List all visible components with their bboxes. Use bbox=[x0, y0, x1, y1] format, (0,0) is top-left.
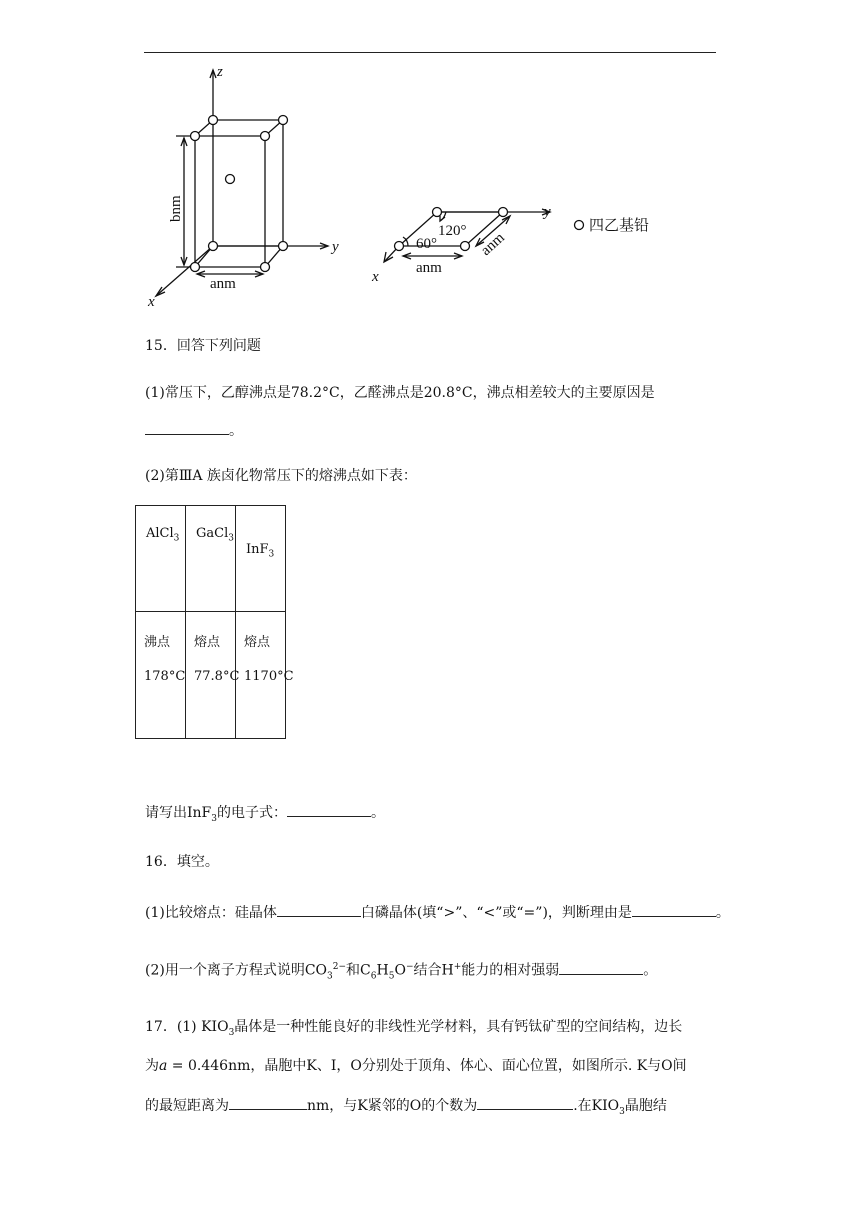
table-header-cell: AlCl$_3$ bbox=[136, 506, 186, 612]
height-label: bnm bbox=[168, 195, 184, 222]
axis-label-y: y bbox=[332, 239, 339, 255]
atom-marker bbox=[395, 242, 404, 251]
answer-blank[interactable] bbox=[277, 902, 361, 917]
table-value-cell: 熔点 77.8°C bbox=[186, 612, 236, 739]
angle-label-60: 60° bbox=[416, 236, 437, 252]
answer-blank[interactable] bbox=[477, 1095, 573, 1110]
atom-marker bbox=[499, 208, 508, 217]
answer-blank[interactable] bbox=[229, 1095, 307, 1110]
atom-marker bbox=[209, 242, 218, 251]
base-axis-label-y: y bbox=[544, 204, 551, 220]
answer-blank[interactable] bbox=[559, 960, 643, 975]
q16-part1: (1)比较熔点：硅晶体 白磷晶体(填“>”、“<”或“=”)，判断理由是 。 bbox=[145, 902, 730, 923]
answer-blank[interactable] bbox=[287, 802, 371, 817]
angle-label-120: 120° bbox=[438, 223, 467, 239]
header-rule bbox=[144, 52, 716, 53]
legend-label: 四乙基铅 bbox=[589, 216, 650, 234]
q16-title: 16．填空。 bbox=[145, 854, 219, 870]
atom-marker bbox=[191, 263, 200, 272]
atom-marker bbox=[433, 208, 442, 217]
atom-marker bbox=[261, 132, 270, 141]
q17-line2: 为a = 0.446nm，晶胞中K、I，O分别处于顶角、体心、面心位置，如图所示. K与O间 bbox=[145, 1058, 687, 1074]
base-edge-label: anm bbox=[477, 229, 508, 259]
atom-marker bbox=[279, 116, 288, 125]
q17-line1: 17．(1) $KIO_3$晶体是一种性能良好的非线性光学材料，具有钙钛矿型的空间结构，边长 bbox=[145, 1019, 683, 1038]
q15-title: 15．回答下列问题 bbox=[145, 338, 261, 354]
atom-marker bbox=[461, 242, 470, 251]
halide-properties-table bbox=[135, 505, 294, 739]
base-edge-label: anm bbox=[416, 260, 442, 276]
q15-part1 bbox=[145, 383, 655, 403]
axis-label-z: z bbox=[217, 64, 223, 80]
atom-marker bbox=[191, 132, 200, 141]
crystal-cell-figure bbox=[140, 60, 700, 315]
axis-label-x: x bbox=[148, 294, 155, 310]
atom-marker bbox=[279, 242, 288, 251]
edge-label: anm bbox=[210, 276, 236, 292]
q15-part1-answer bbox=[145, 420, 243, 441]
atom-marker bbox=[209, 116, 218, 125]
q16-part2: (2)用一个离子方程式说明$CO_3^{2-}$和$C_6H_5O^-$结合H+能力的相对强弱 。 bbox=[145, 957, 657, 986]
q15-part1-text: (1)常压下，乙醇沸点是78.2°C，乙醛沸点是20.8°C，沸点相差较大的主要原因是 bbox=[145, 385, 655, 401]
table-header-cell: GaCl$_3$ bbox=[186, 506, 236, 612]
q15-part2: (2)第ⅢA 族卤化物常压下的熔沸点如下表： bbox=[145, 468, 417, 484]
q17-line3: 的最短距离为 nm，与K紧邻的O的个数为 .在$KIO_3$晶胞结 bbox=[145, 1095, 667, 1122]
table-header-cell: InF$_3$ bbox=[236, 506, 286, 612]
answer-blank[interactable] bbox=[145, 420, 229, 435]
table-value-cell: 沸点 178°C bbox=[136, 612, 186, 739]
base-axis-label-x: x bbox=[372, 269, 379, 285]
atom-marker bbox=[261, 263, 270, 272]
legend-marker bbox=[575, 221, 584, 230]
table-value-cell: 熔点 1170°C bbox=[236, 612, 286, 739]
answer-blank[interactable] bbox=[632, 902, 716, 917]
q15-part3: 请写出InF$_3$的电子式： 。 bbox=[145, 802, 385, 829]
period: 。 bbox=[229, 423, 243, 439]
atom-marker bbox=[226, 175, 235, 184]
